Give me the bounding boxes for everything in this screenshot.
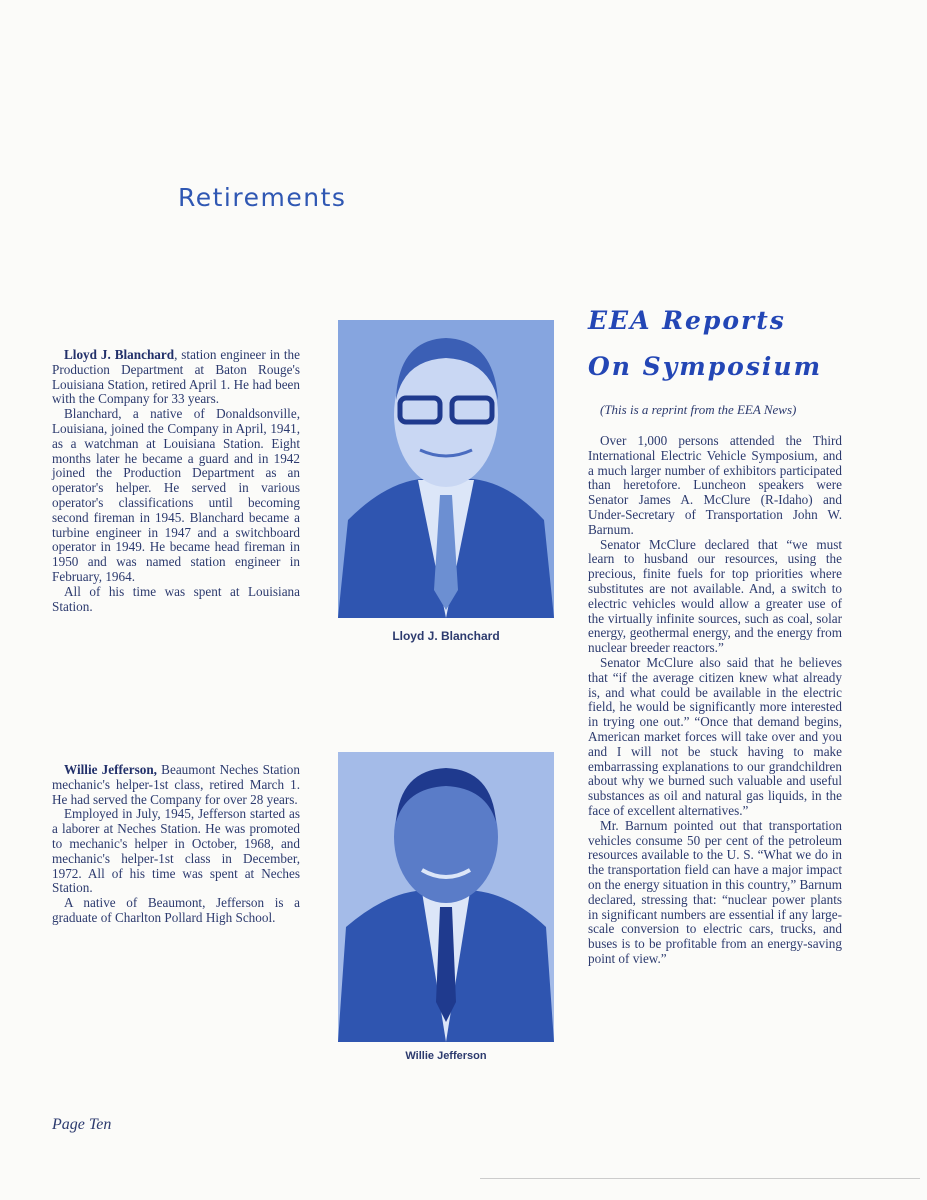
section-title: Retirements [178,183,347,212]
jefferson-article [52,763,300,926]
jefferson-paragraph-1: Willie Jefferson, Beaumont Neches Station mechanic's helper-1st class, retired March 1. He had served the Company for over 28 years. [52,762,300,807]
bottom-rule [480,1178,920,1179]
eea-paragraph: Senator McClure declared that “we must learn to husband our resources, using the precious, finite fuels for top priorities where substitutes are not available. And, a switch to electric vehicles would allow a greater use of the virtually infinite sources, such as coal, solar energy, geothermal energy, and the energy from nuclear breeder reactors.” [588,536,842,656]
blanchard-paragraph-2: Blanchard, a native of Donaldsonville, Louisiana, joined the Company in April, 1941, as a watchman at Louisiana Station. Eight months later he became a guard and in 1942 joined the Production Department as an operator's helper. He served in various operator's classifications until becoming second fireman in 1945. Blanchard became a turbine engineer in 1947 and a switchboard operator in 1949. He became head fireman in 1950 and was named station engineer in February, 1964. [52,406,300,584]
page-number: Page Ten [52,1116,112,1133]
jefferson-name: Willie Jefferson, [64,762,157,777]
jefferson-paragraph-2: Employed in July, 1945, Jefferson started as a laborer at Neches Station. He was promoted to mechanic's helper in October, 1968, and mechanic's helper-1st class in December, 1972. All of his time was spent at Neches Station. [52,806,300,896]
blanchard-caption: Lloyd J. Blanchard [392,629,500,643]
reprint-note: (This is a reprint from the EEA News) [600,402,797,417]
jefferson-paragraph-3: A native of Beaumont, Jefferson is a graduate of Charlton Pollard High School. [52,895,300,925]
blanchard-paragraph-1: Lloyd J. Blanchard, station engineer in the Production Department at Baton Rouge's Louisiana Station, retired April 1. He had been with the Company for 33 years. [52,347,300,407]
eea-paragraph: Senator McClure also said that he believes that “if the average citizen knew what already is, and what could be available in the electric field, he would be significantly more interested in trying one out.” “Once that demand begins, American market forces will take over and you and I will not be stuck having to make embarrassing explanations to our grandchildren about why we burned such valuable and useful substances as oil and natural gas liquids, in the face of excellent alternatives.” [588,654,842,818]
blanchard-name: Lloyd J. Blanchard [64,347,175,362]
blanchard-paragraph-3: All of his time was spent at Louisiana Station. [52,583,300,614]
blanchard-article [52,348,300,614]
eea-article [588,434,842,967]
eea-paragraph: Mr. Barnum pointed out that transportation vehicles consume 50 per cent of the petroleum resources available to the U. S. “What we do in the transportation field can have a major impact on the energy situation in this country,” Barnum declared, stressing that: “nuclear power plants in significant numbers are essential if any large-scale conversion to electric cars, trucks, and buses is to be profitable from an energy-saving point of view.” [588,817,842,966]
jefferson-caption: Willie Jefferson [405,1050,487,1062]
blanchard-photo [338,320,554,618]
eea-paragraph: Over 1,000 persons attended the Third International Electric Vehicle Symposium, and a much larger number of exhibitors participated than heretofore. Luncheon speakers were Senator James A. McClure (R-Idaho) and Under-Secretary of Transportation John W. Barnum. [588,433,842,537]
eea-headline-line-1: EEA Reports [588,306,786,335]
eea-headline-line-2: On Symposium [588,352,823,381]
jefferson-photo [338,752,554,1042]
